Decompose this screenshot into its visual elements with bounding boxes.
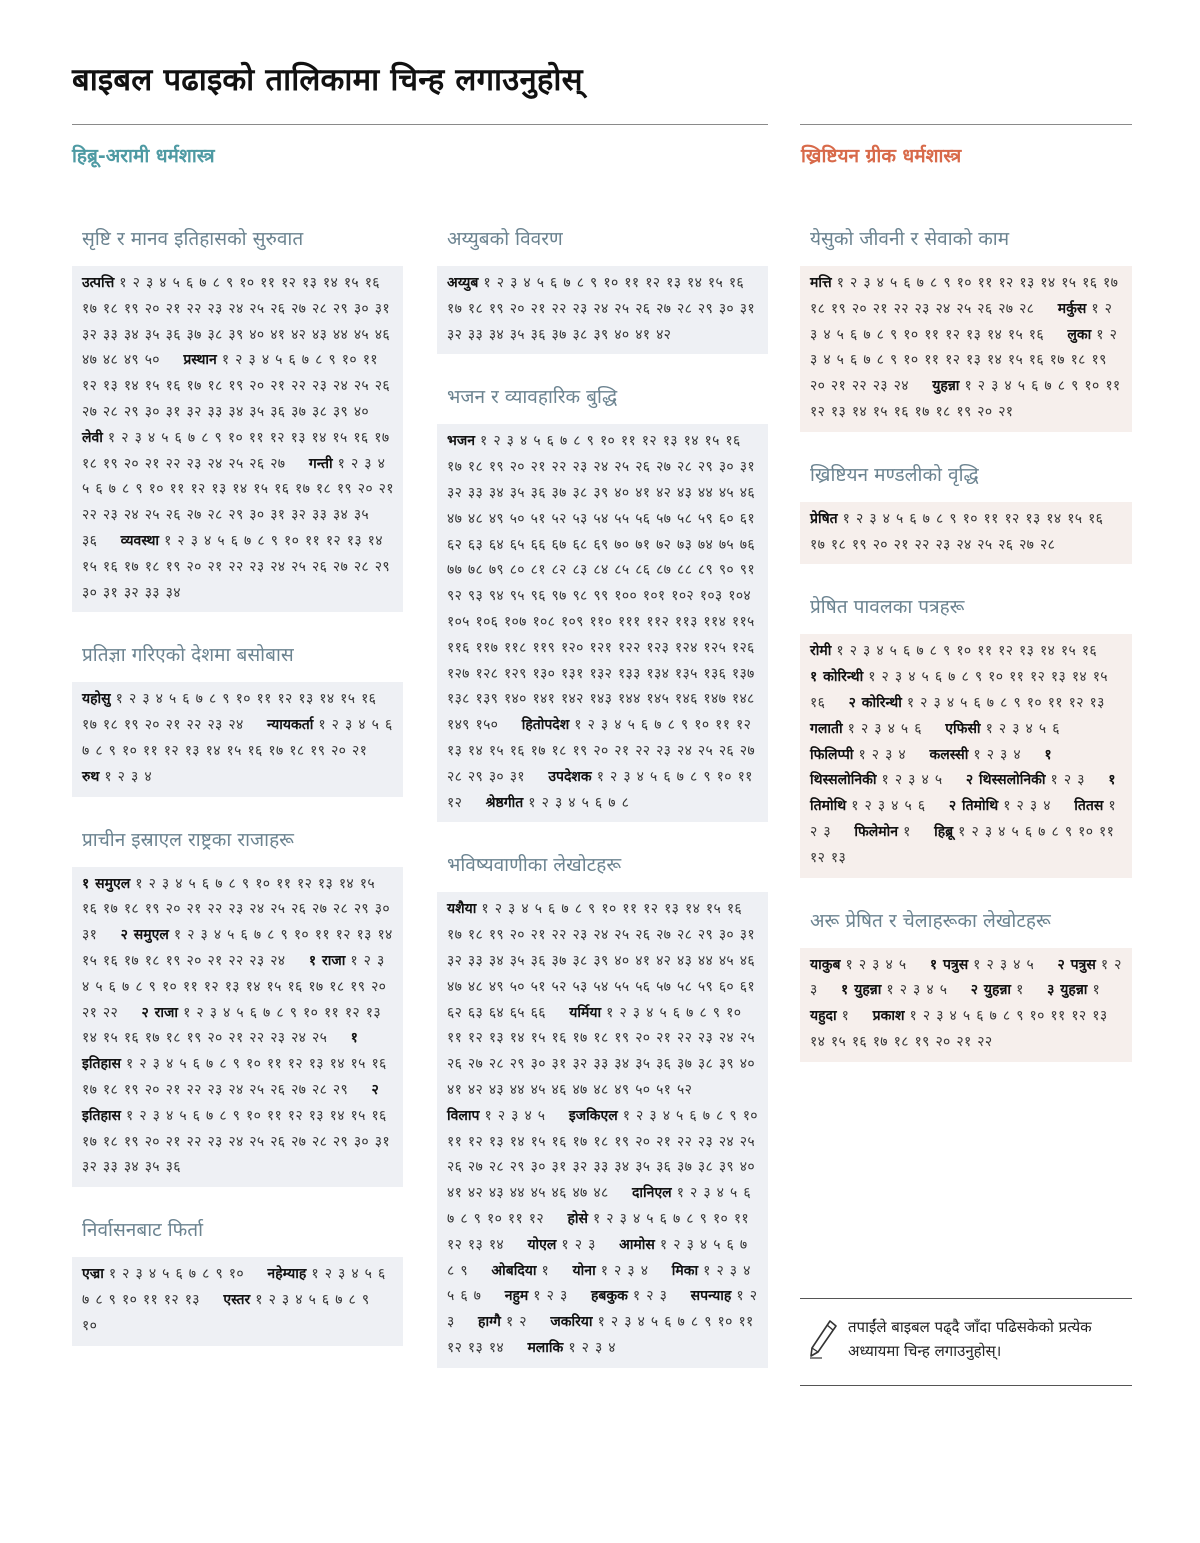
- book-entry: [849, 695, 1123, 711]
- book-name: १ कोरिन्थी: [810, 669, 864, 686]
- section-title: भविष्यवाणीका लेखोटहरू: [447, 854, 622, 877]
- book-name: २ तिमोथि: [948, 798, 999, 815]
- book-name: विलाप: [447, 1107, 480, 1124]
- chapter-numbers[interactable]: १ २ ३ ४ ५ ६ ७ ८ ९ १० ११ १२ १३: [82, 1266, 386, 1308]
- chapter-numbers[interactable]: १ २ ३ ४ ५ ६ ७ ८ ९ १० ११ १२ १३ १४ १५ १६ १७ १८ १९ २० २१: [82, 717, 393, 759]
- book-name: १ इतिहास: [82, 1030, 358, 1073]
- section: [800, 226, 1132, 432]
- book-entry: [810, 721, 940, 737]
- book-entry: [82, 533, 390, 601]
- chapter-numbers[interactable]: १ २ ३ ४: [973, 746, 1021, 763]
- chapter-numbers[interactable]: १ २ ३: [561, 1236, 596, 1253]
- section: [437, 226, 768, 354]
- chapter-box: [437, 266, 768, 354]
- chapter-numbers[interactable]: १ २ ३ ४ ५ ६ ७ ८ ९ १० ११ १२ १३ १४ १५ १६ १७ १८ १९ २० २१ २२ २३ २४ २५ २६ २७ २८ २९ ३० ३१ ३२ ३३ ३४ ३५ ३६ ३७ ३८ ३९ ४० ४१ ४२ ४३ ४४ ४५ ४६ ४७ ४८ ४९ ५० ५१ ५२ ५३ ५४ ५५ ५६ ५७ ५८ ५९ ६० ६१ ६२ ६३ ६४ ६५ ६६ ६७ ६८ ६९ ७० ७१ ७२ ७३ ७४ ७५ ७६ ७७ ७८ ७९ ८० ८१ ८२ ८३ ८४ ८५ ८६ ८७ ८८ ८९ ९० ९१ ९२ ९३ ९४ ९५ ९६ ९७ ९८ ९९ १०० १०१ १०२ १०३ १०४ १०५ १०६ १०७ १०८ १०९ ११० १११ ११२ ११३ ११४ ११५ ११६ ११७ ११८ ११९ १२० १२१ १२२ १२३ १२४ १२५ १२६ १२७ १२८ १२९ १३० १३१ १३२ १३३ १३४ १३५ १३६ १३७ १३८ १३९ १४० १४१ १४२ १४३ १४४ १४५ १४६ १४७ १४८ १४९ १५०: [447, 433, 755, 734]
- hebrew-scriptures-heading: हिब्रू-अरामी धर्मशास्त्र: [72, 145, 215, 167]
- book-entry: [486, 795, 648, 811]
- book-entry: [971, 982, 1042, 998]
- pencil-icon: [808, 1319, 838, 1359]
- book-name: १ थिस्सलोनिकी: [810, 746, 1052, 789]
- chapter-numbers[interactable]: १ २ ३ ४ ५ ६ ७ ८ ९ १० ११ १२ १३ १४ १५ १६ १७ १८ १९ २० २१ २२ २३ २४ २५ २६ २७ २८ २९ ३० ३१ ३२ ३३ ३४ ३५ ३६ ३७ ३८ ३९ ४० ४१ ४२ ४३ ४४ ४५ ४६ ४७ ४८ ४९ ५० ५१ ५२: [447, 1004, 755, 1098]
- book-entry: [854, 824, 928, 840]
- chapter-numbers[interactable]: १ २ ३ ४ ५ ६ ७ ८ ९ १०: [108, 1266, 244, 1283]
- book-name: प्रकाश: [872, 1008, 905, 1025]
- chapter-numbers[interactable]: १ २ ३ ४ ५ ६ ७ ८ ९ १० ११ १२ १३ १४ १५ १६: [810, 300, 1113, 343]
- book-name: व्यवस्था: [120, 532, 160, 549]
- book-name: यहुदा: [810, 1008, 837, 1025]
- book-entry: [527, 1237, 613, 1253]
- chapter-numbers[interactable]: १ २ ३: [810, 956, 1122, 999]
- section: [72, 642, 403, 796]
- book-name: रोमी: [810, 643, 832, 660]
- book-name: लुका: [1067, 326, 1092, 343]
- book-entry: [966, 772, 1103, 788]
- chapter-numbers[interactable]: १ २ ३ ४ ५ ६ ७ ८ ९ १० ११ १२ १३ १४ १५ १६ १७ १८ १९ २० २१ २२ २३ २४ २५ २६ २७ २८ २९ ३० ३१ ३२ ३३ ३४ ३५ ३६: [82, 1107, 390, 1176]
- book-name: सपन्याह: [690, 1288, 732, 1305]
- chapter-box: [72, 1257, 403, 1345]
- book-name: मर्कुस: [1057, 300, 1087, 317]
- book-name: उत्पत्ति: [82, 275, 115, 291]
- chapter-numbers[interactable]: १ २ ३ ४ ५ ६ ७ ८ ९ १० ११ १२ १३ १४: [447, 1314, 754, 1356]
- book-entry: [591, 1288, 685, 1304]
- section: [800, 462, 1132, 565]
- book-name: एस्तर: [223, 1291, 251, 1308]
- book-name: न्यायकर्ता: [266, 717, 314, 734]
- chapter-numbers[interactable]: १ २ ३ ४ ५ ६ ७ ८ ९ १० ११ १२ १३ १४ १५ १६ १७ १८ १९ २० २१ २२: [82, 952, 387, 1021]
- section-title: प्रेषित पावलका पत्रहरू: [810, 596, 965, 619]
- chapter-numbers[interactable]: १ २ ३ ४ ५ ६ ७ ८ ९ १० ११ १२ १३: [906, 694, 1105, 711]
- book-entry: [810, 747, 924, 763]
- book-name: २ इतिहास: [82, 1081, 379, 1124]
- book-name: २ युहन्ना: [970, 982, 1012, 999]
- book-name: यर्मिया: [569, 1004, 602, 1021]
- book-entry: [841, 982, 965, 998]
- book-name: उपदेशक: [548, 768, 592, 785]
- chapter-box: [437, 892, 768, 1367]
- book-name: योना: [572, 1262, 596, 1279]
- book-name: यहोसु: [82, 691, 111, 708]
- book-entry: [810, 957, 924, 973]
- section-title: प्रतिज्ञा गरिएको देशमा बसोबास: [82, 644, 294, 667]
- greek-column: [800, 226, 1132, 1092]
- book-name: २ राजा: [141, 1004, 179, 1021]
- book-name: जकरिया: [550, 1314, 593, 1331]
- chapter-numbers[interactable]: १ २ ३ ४ ५ ६ ७ ८ ९ १० ११ १२ १३ १४ १५ १६ १७ १८ १९ २० २१: [810, 378, 1121, 420]
- book-name: एज्रा: [82, 1266, 104, 1283]
- chapter-numbers[interactable]: १ २ ३ ४: [568, 1339, 616, 1356]
- book-name: दानिएल: [631, 1185, 672, 1202]
- chapter-numbers[interactable]: १ २: [505, 1314, 527, 1331]
- chapter-numbers[interactable]: १ २ ३ ४ ५ ६ ७ ८ ९ १० ११ १२ १३ १४ १५ १६ १७ १८ १९ २० २१ २२ २३ २४ २५ २६ २७ २८ २९ ३० ३१: [82, 875, 390, 944]
- book-entry: [1047, 982, 1118, 998]
- book-name: १ युहन्ना: [841, 982, 882, 999]
- book-name: २ समुएल: [120, 927, 169, 944]
- book-name: गन्ती: [308, 455, 333, 472]
- section-title: अरू प्रेषित र चेलाहरूका लेखोटहरू: [810, 909, 1051, 932]
- section: [72, 1217, 403, 1345]
- chapter-numbers[interactable]: १ २ ३ ४ ५ ६ ७ ८ ९ १० ११ १२: [447, 1185, 751, 1227]
- chapter-box: [437, 424, 768, 822]
- book-name: हाग्गै: [478, 1314, 501, 1331]
- chapter-numbers[interactable]: १ २ ३ ४ ५ ६: [985, 720, 1060, 737]
- book-name: एफिसी: [945, 720, 981, 737]
- book-name: यशैया: [447, 901, 477, 918]
- book-name: १ पत्रुस: [929, 956, 969, 973]
- book-name: योएल: [527, 1236, 557, 1253]
- footer-instruction-text: तपाईंले बाइबल पढ्दै जाँदा पढिसकेको प्रत्येक अध्यायमा चिन्ह लगाउनुहोस्।: [848, 1318, 1092, 1360]
- section-title: ख्रिष्टियन मण्डलीको वृद्धि: [810, 463, 979, 486]
- book-entry: [478, 1314, 545, 1330]
- book-name: ३ युहन्ना: [1047, 982, 1088, 999]
- chapter-numbers[interactable]: १ २ ३ ४ ५ ६ ७ ८ ९ १० ११ १२ १३ १४ १५ १६ १७ १८ १९ २० २१ २२ २३ २४ २५ २६ २७ २८ २९ ३० ३१ ३२ ३३ ३४ ३५ ३६ ३७ ३८ ३९ ४० ४१ ४२ ४३ ४४ ४५ ४६ ४७ ४८ ४९ ५० ५१ ५२ ५३ ५४ ५५ ५६ ५७ ५८ ५९ ६० ६१ ६२ ६३ ६४ ६५ ६६: [447, 901, 755, 1021]
- chapter-numbers[interactable]: १: [903, 823, 911, 840]
- book-name: हितोपदेश: [521, 717, 570, 734]
- book-entry: [573, 1263, 667, 1279]
- book-name: भजन: [447, 433, 475, 450]
- chapter-numbers[interactable]: १ २ ३ ४ ५ ६: [847, 720, 922, 737]
- chapter-numbers[interactable]: १ २ ३ ४ ५ ६ ७ ८ ९ १० ११ १२ १३ १४ १५ १६ १७ १८ १९ २० २१ २२ २३ २४ २५ २६ २७ २८: [810, 510, 1104, 553]
- chapter-numbers[interactable]: १ २ ३ ४ ५ ६ ७ ८ ९ १० ११ १२ १३ १४ १५ १६ १७ १८ १९ २० २१ २२ २३ २४ २५ २६ २७ २८ २९ ३० ३१ ३२ ३३ ३४: [82, 532, 390, 601]
- chapter-numbers[interactable]: १ २ ३ ४ ५: [845, 956, 907, 973]
- section-title: भजन र व्यावहारिक बुद्धि: [447, 386, 618, 409]
- book-entry: [949, 798, 1069, 814]
- section: [72, 226, 403, 612]
- book-name: नहुम: [504, 1288, 529, 1305]
- chapter-box: [800, 634, 1132, 877]
- book-name: प्रस्थान: [183, 352, 217, 369]
- chapter-numbers[interactable]: १ २ ३ ४ ५ ६: [851, 798, 926, 815]
- section-title: अय्युबको विवरण: [447, 228, 563, 250]
- chapter-numbers[interactable]: १ २ ३ ४ ५ ६ ७ ८ ९ १० ११ १२: [447, 768, 753, 811]
- chapter-box: [800, 502, 1132, 565]
- greek-scriptures-heading: ख्रिष्टियन ग्रीक धर्मशास्त्र: [801, 145, 962, 167]
- chapter-numbers[interactable]: १ २ ३ ४ ५ ६ ७ ८ ९ १० ११ १२ १३ १४ १५ १६ १७ १८ १९ २० २१ २२ २३ २४ २५ २६ २७ २८ २९ ३० ३१ ३२ ३३ ३४ ३५ ३६ ३७ ३८ ३९ ४० ४१ ४२: [447, 275, 755, 343]
- chapter-numbers[interactable]: १ २ ३ ४ ५: [973, 956, 1035, 973]
- book-entry: [930, 957, 1052, 973]
- book-entry: [505, 1288, 586, 1304]
- book-name: आमोस: [619, 1236, 655, 1253]
- chapter-box: [72, 266, 403, 612]
- book-entry: [810, 511, 1103, 553]
- book-name: अय्युब: [447, 275, 479, 291]
- chapter-numbers[interactable]: १ २ ३ ४: [104, 768, 152, 785]
- book-name: १ समुएल: [82, 875, 131, 892]
- book-name: कलस्सी: [929, 746, 969, 763]
- chapter-numbers[interactable]: १ २ ३: [447, 1288, 758, 1331]
- greek-rule: [800, 124, 1132, 125]
- book-entry: [447, 901, 755, 1020]
- chapter-numbers[interactable]: १ २ ३ ४ ५ ६ ७ ८ ९ १० ११ १२ १३ १४ १५ १६ १७ १८ १९ २० २१ २२ २३ २४: [82, 691, 377, 734]
- section: [72, 827, 403, 1188]
- instruction-footer: [800, 1298, 1132, 1386]
- chapter-numbers[interactable]: १ २ ३ ४ ५ ६ ७ ८ ९: [447, 1236, 748, 1279]
- chapter-numbers[interactable]: १ २ ३ ४ ५ ६ ७ ८: [528, 794, 630, 811]
- book-entry: [447, 433, 755, 733]
- book-entry: [82, 1266, 262, 1282]
- chapter-numbers[interactable]: १ २ ३ ४ ५ ६ ७ ८ ९ १० ११ १२ १३ १४ १५ १६ १७ १८ १९ २० २१ २२ २३ २४ २५ २६ २७ २८: [810, 275, 1119, 317]
- chapter-numbers[interactable]: १ २ ३ ४: [858, 746, 907, 763]
- chapter-numbers[interactable]: १ २ ३ ४ ५ ६ ७ ८ ९ १० ११ १२ १३ १४ १५ १६ १७ १८ १९ २० २१ २२ २३ २४ २५ २६ २७ २८ २९ ३० ३१ ३२ ३३ ३४ ३५ ३६ ३७ ३८ ३९ ४० ४१ ४२ ४३ ४४ ४५ ४६ ४७ ४८: [447, 1107, 758, 1202]
- chapter-numbers[interactable]: १ २ ३ ४ ५: [886, 982, 948, 999]
- chapter-numbers[interactable]: १ २ ३ ४ ५ ६ ७ ८ ९ १० ११ १२ १३ १४ १५ १६: [810, 669, 1108, 711]
- section-title: येसुको जीवनी र सेवाको काम: [810, 228, 1010, 250]
- book-name: १ राजा: [308, 952, 346, 969]
- book-entry: [810, 643, 1115, 659]
- chapter-numbers[interactable]: १: [1016, 982, 1024, 999]
- chapter-numbers[interactable]: १: [541, 1262, 550, 1279]
- book-entry: [929, 747, 1039, 763]
- book-name: इजकिएल: [568, 1107, 618, 1124]
- chapter-box: [72, 682, 403, 796]
- chapter-numbers[interactable]: १ २ ३: [533, 1288, 568, 1305]
- section: [437, 384, 768, 822]
- section-title: सृष्टि र मानव इतिहासको सुरुवात: [82, 228, 304, 250]
- chapter-numbers[interactable]: १ २ ३ ४ ५ ६ ७ ८ ९ १० ११ १२ १३ १४ १५ १६: [836, 643, 1097, 660]
- book-name: ओबदिया: [491, 1262, 537, 1279]
- chapter-numbers[interactable]: १ २ ३ ४ ५ ६ ७ ८ ९ १० ११ १२ १३ १४: [447, 1210, 750, 1253]
- chapter-numbers[interactable]: १ २ ३ ४ ५ ६ ७ ८ ९ १० ११ १२ १३ १४ १५ १६ १७ १८ १९ २० २१ २२ २३ २४ २५ २६ २७ २८ २९: [82, 1056, 387, 1098]
- hebrew-column-left: [72, 226, 403, 1376]
- book-name: तितस: [1074, 798, 1104, 815]
- hebrew-rule: [72, 124, 768, 125]
- book-entry: [82, 769, 170, 785]
- section: [800, 908, 1132, 1062]
- chapter-numbers[interactable]: १ २ ३ ४ ५ ६ ७ ८ ९ १० ११ १२ १३ १४ १५ १६ १७ १८ १९ २० २१ २२ २३ २४ २५ २६ २७ २८ २९ ३० ३१: [447, 717, 755, 785]
- book-name: युहन्ना: [932, 378, 960, 395]
- chapter-numbers[interactable]: १ २ ३ ४ ५ ६ ७ ८ ९ १० ११ १२ १३ १४ १५ १६ १७ १८ १९ २० २१ २२ २३ २४: [810, 326, 1118, 395]
- book-entry: [447, 1108, 563, 1124]
- book-name: गलाती: [810, 720, 843, 737]
- hebrew-column-right: [437, 226, 768, 1398]
- book-name: याकुब: [810, 956, 841, 973]
- book-entry: [810, 1008, 867, 1024]
- chapter-box: [72, 867, 403, 1188]
- book-entry: [447, 275, 755, 343]
- chapter-numbers[interactable]: १ २ ३ ४ ५ ६ ७ ८ ९ १० ११ १२ १३: [810, 823, 1115, 866]
- chapter-box: [800, 948, 1132, 1062]
- book-name: रुथ: [82, 768, 100, 785]
- chapter-numbers[interactable]: १ २ ३ ४ ५ ६ ७ ८ ९ १० ११ १२ १३ १४ १५ १६ १७ १८ १९ २० २१ २२: [810, 1008, 1108, 1050]
- book-name: फिलेमोन: [854, 823, 899, 840]
- page-title: बाइबल पढाइको तालिकामा चिन्ह लगाउनुहोस्: [72, 62, 583, 98]
- book-name: २ पत्रुस: [1057, 956, 1096, 973]
- section: [437, 852, 768, 1367]
- chapter-numbers[interactable]: १ २ ३ ४ ५: [484, 1107, 546, 1124]
- chapter-numbers[interactable]: १: [841, 1008, 850, 1025]
- book-name: फिलिप्पी: [810, 746, 854, 763]
- book-name: मिका: [671, 1262, 699, 1279]
- chapter-numbers[interactable]: १ २ ३ ४: [600, 1262, 649, 1279]
- chapter-numbers[interactable]: १ २ ३ ४ ५ ६ ७ ८ ९ १०: [82, 1291, 370, 1334]
- book-name: लेवी: [82, 429, 103, 446]
- chapter-numbers[interactable]: १ २ ३ ४ ५ ६ ७ ८ ९ १० ११ १२ १३ १४ १५ १६ १७ १८ १९ २० २१ २२ २३ २४ २५ २६ २७ २८ २९ ३० ३१ ३२ ३३ ३४ ३५ ३६ ३७ ३८ ३९ ४० ४१ ४२ ४३ ४४ ४५ ४६ ४७ ४८ ४९ ५०: [82, 275, 390, 369]
- book-name: मलाकि: [527, 1339, 564, 1356]
- chapter-numbers[interactable]: १ २ ३ ४ ५ ६ ७ ८ ९ १० ११ १२ १३ १४ १५ १६ १७ १८ १९ २० २१ २२ २३ २४ २५ २६ २७ २८ २९ ३० ३१ ३२ ३३ ३४ ३५ ३६ ३७ ३८ ३९ ४०: [82, 352, 390, 420]
- chapter-numbers[interactable]: १ २ ३ ४: [1003, 798, 1051, 815]
- book-name: २ कोरिन्थी: [848, 694, 902, 711]
- chapter-numbers[interactable]: १ २ ३ ४ ५ ६ ७ ८ ९ १० ११ १२ १३ १४ १५ १६ १७ १८ १९ २० २१ २२ २३ २४ २५ २६ २७ २८ २९ ३० ३१ ३२ ३३ ३४ ३५ ३६: [82, 455, 394, 549]
- book-name: श्रेष्ठगीत: [485, 794, 524, 811]
- book-entry: [491, 1263, 567, 1279]
- book-name: मत्ति: [810, 275, 832, 291]
- chapter-numbers[interactable]: १ २ ३ ४ ५ ६ ७: [447, 1262, 751, 1305]
- chapter-numbers[interactable]: १ २ ३ ४ ५ ६ ७ ८ ९ १० ११ १२ १३ १४ १५ १६ १७ १८ १९ २० २१ २२ २३ २४: [82, 927, 393, 969]
- book-name: २ थिस्सलोनिकी: [965, 772, 1046, 789]
- book-name: प्रेषित: [810, 510, 838, 527]
- chapter-numbers[interactable]: १: [1092, 982, 1101, 999]
- book-name: हबकुक: [590, 1288, 628, 1305]
- book-name: नहेम्याह: [267, 1266, 307, 1283]
- chapter-numbers[interactable]: १ २ ३ ४ ५ ६ ७ ८ ९ १० ११ १२ १३ १४ १५ १६ १७ १८ १९ २० २१ २२ २३ २४ २५: [82, 1004, 381, 1047]
- book-entry: [945, 721, 1078, 737]
- section: [800, 594, 1132, 877]
- section-title: प्राचीन इस्राएल राष्ट्रका राजाहरू: [82, 828, 294, 851]
- book-name: १ तिमोथि: [810, 772, 1116, 815]
- book-name: हिब्रू: [934, 823, 954, 840]
- chapter-box: [800, 266, 1132, 432]
- chapter-numbers[interactable]: १ २ ३: [1050, 772, 1085, 789]
- chapter-numbers[interactable]: १ २ ३ ४ ५ ६ ७ ८ ९ १० ११ १२ १३ १४ १५ १६ १७ १८ १९ २० २१ २२ २३ २४ २५ २६ २७: [82, 429, 390, 472]
- book-name: होसे: [567, 1210, 588, 1227]
- chapter-numbers[interactable]: १ २ ३ ४ ५: [881, 772, 943, 789]
- section-title: निर्वासनबाट फिर्ता: [82, 1219, 204, 1242]
- chapter-numbers[interactable]: १ २ ३: [632, 1288, 668, 1305]
- chapter-numbers[interactable]: १ २ ३: [810, 798, 1116, 840]
- book-entry: [527, 1340, 633, 1356]
